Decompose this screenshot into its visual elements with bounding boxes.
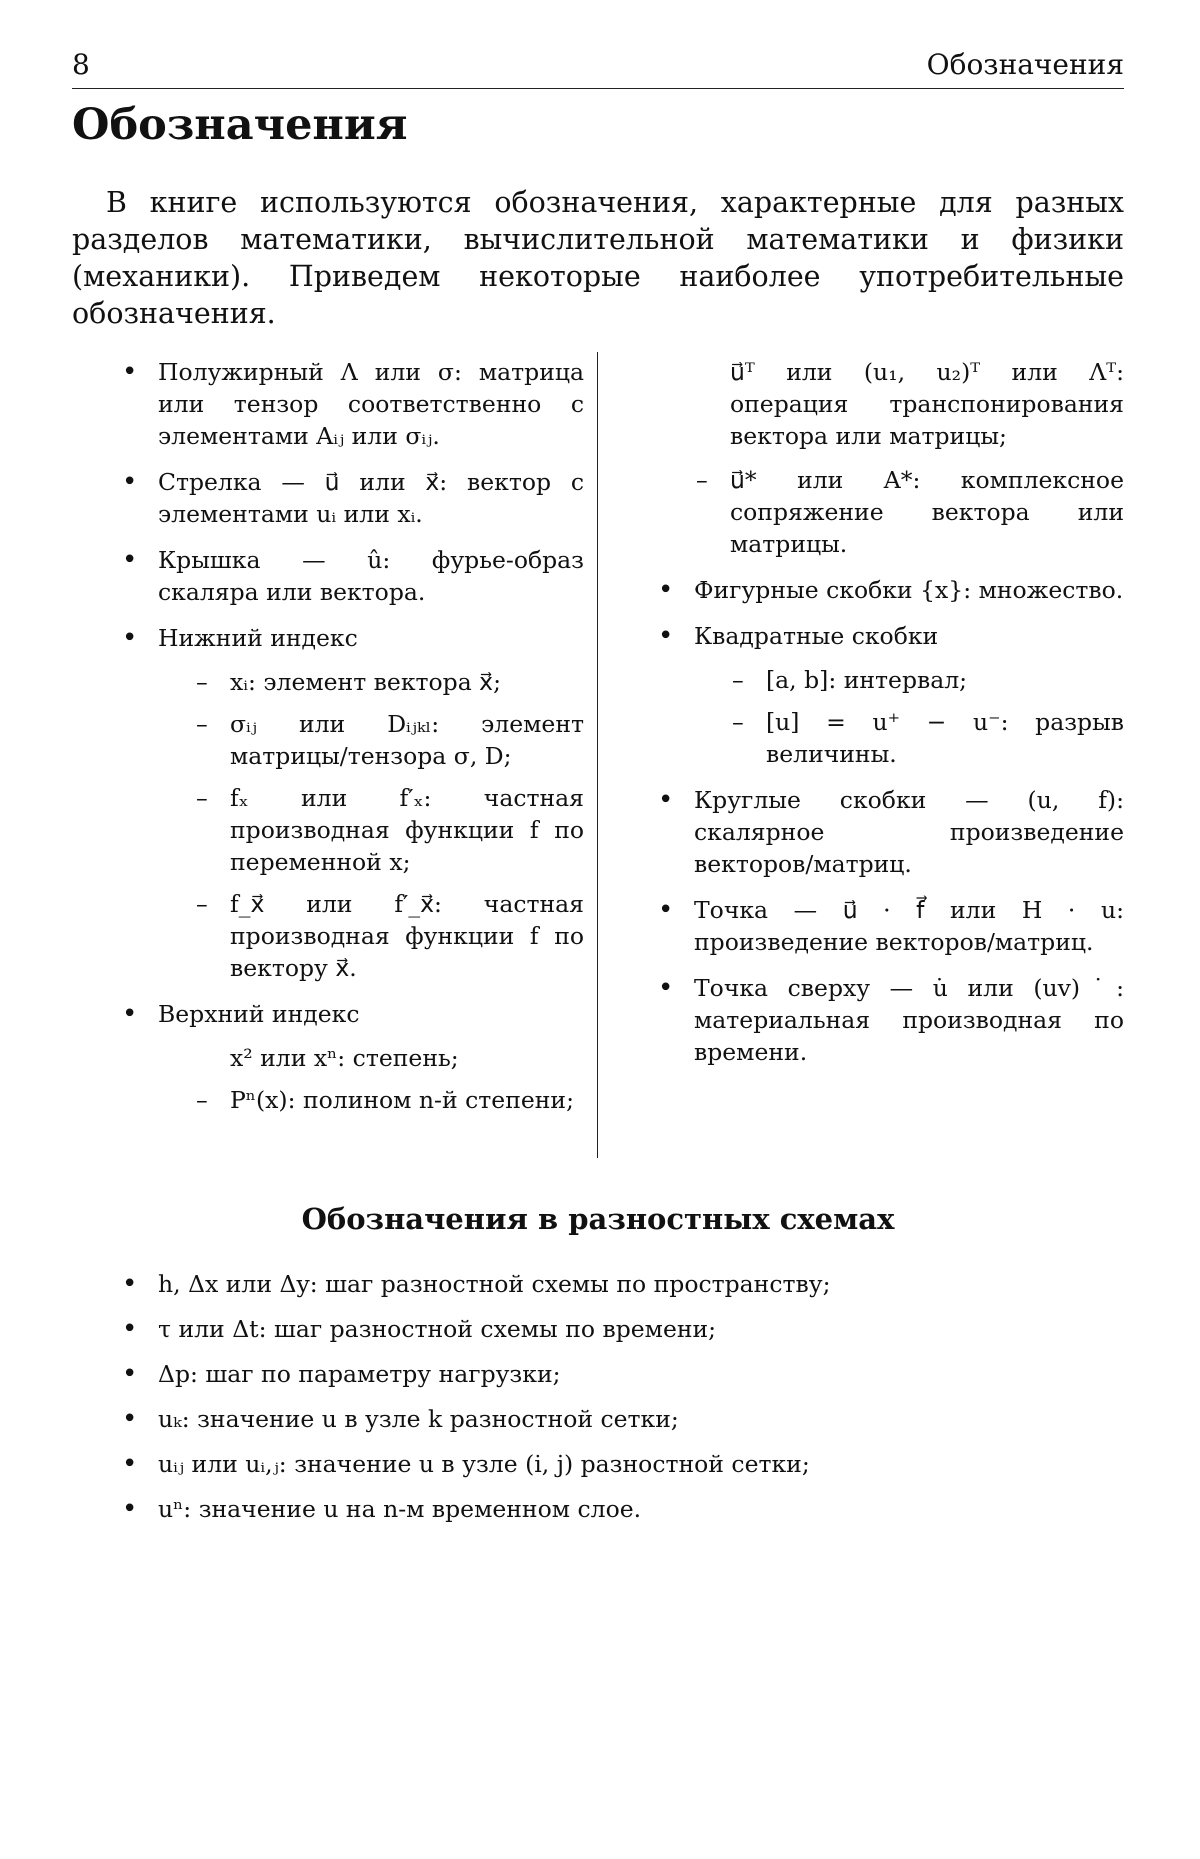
- list-item: • uᵢⱼ или uᵢ,ⱼ: значение u в узле (i, j) разностной сетки;: [122, 1448, 1122, 1480]
- left-column: [122, 356, 584, 1130]
- running-title: Обозначения: [927, 48, 1124, 81]
- transpose-entry: u⃗ᵀ или (u₁, u₂)ᵀ или Λᵀ: операция транспонирования вектора или матрицы;: [694, 356, 1124, 452]
- square-brackets-label: Квадратные скобки: [694, 622, 938, 650]
- section-title: Обозначения в разностных схемах: [72, 1202, 1124, 1236]
- difference-notation-list: [122, 1268, 1122, 1538]
- list-item: • τ или Δt: шаг разностной схемы по времени;: [122, 1313, 1122, 1345]
- intro-paragraph: В книге используются обозначения, характерные для разных разделов математики, вычислительной математики и физики (механики). Приведем некоторые наиболее употребительные обозначения.: [72, 184, 1124, 332]
- notation-bold: • Полужирный Λ или σ: матрица или тензор соответственно с элементами Aᵢⱼ или σᵢⱼ.: [122, 356, 584, 452]
- superscript-entry: – Pⁿ(x): полином n-й степени;: [194, 1084, 584, 1116]
- square-brackets-entry: – [a, b]: интервал;: [730, 664, 1124, 696]
- list-item: • h, Δx или Δy: шаг разностной схемы по пространству;: [122, 1268, 1122, 1300]
- list-item: • uⁿ: значение u на n-м временном слое.: [122, 1493, 1122, 1525]
- notation-square-brackets: [658, 620, 1124, 770]
- superscript-label: Верхний индекс: [158, 1000, 359, 1028]
- list-item: • Δp: шаг по параметру нагрузки;: [122, 1358, 1122, 1390]
- subscript-entry: – f_x⃗ или f′_x⃗: частная производная функции f по вектору x⃗.: [194, 888, 584, 984]
- page-title: Обозначения: [72, 100, 408, 150]
- notation-hat: • Крышка — û: фурье-образ скаляра или вектора.: [122, 544, 584, 608]
- subscript-entry: – fₓ или f′ₓ: частная производная функции f по переменной x;: [194, 782, 584, 878]
- square-brackets-entry: – [u] = u⁺ − u⁻: разрыв величины.: [730, 706, 1124, 770]
- notation-superscript: [122, 998, 584, 1116]
- notation-overdot: • Точка сверху — u̇ или (uv)˙: материальная производная по времени.: [658, 972, 1124, 1068]
- superscript-entry: x² или xⁿ: степень;: [194, 1042, 584, 1074]
- superscript-continued: [694, 356, 1124, 560]
- column-divider: [597, 352, 598, 1158]
- list-item: • uₖ: значение u в узле k разностной сетки;: [122, 1403, 1122, 1435]
- notation-arrow: • Стрелка — u⃗ или x⃗: вектор с элементами uᵢ или xᵢ.: [122, 466, 584, 530]
- subscript-entry: – σᵢⱼ или Dᵢⱼₖₗ: элемент матрицы/тензора σ, D;: [194, 708, 584, 772]
- notation-curly-braces: • Фигурные скобки {x}: множество.: [658, 574, 1124, 606]
- page-header: [72, 48, 1124, 89]
- right-column: [658, 356, 1124, 1082]
- page-number: 8: [72, 48, 90, 81]
- subscript-label: Нижний индекс: [158, 624, 358, 652]
- conjugate-entry: – u⃗* или A*: комплексное сопряжение вектора или матрицы.: [694, 464, 1124, 560]
- notation-subscript: [122, 622, 584, 984]
- subscript-entry: – xᵢ: элемент вектора x⃗;: [194, 666, 584, 698]
- notation-round-brackets: • Круглые скобки — (u, f): скалярное произведение векторов/матриц.: [658, 784, 1124, 880]
- notation-dot-product: • Точка — u⃗ · f⃗ или H · u: произведение векторов/матриц.: [658, 894, 1124, 958]
